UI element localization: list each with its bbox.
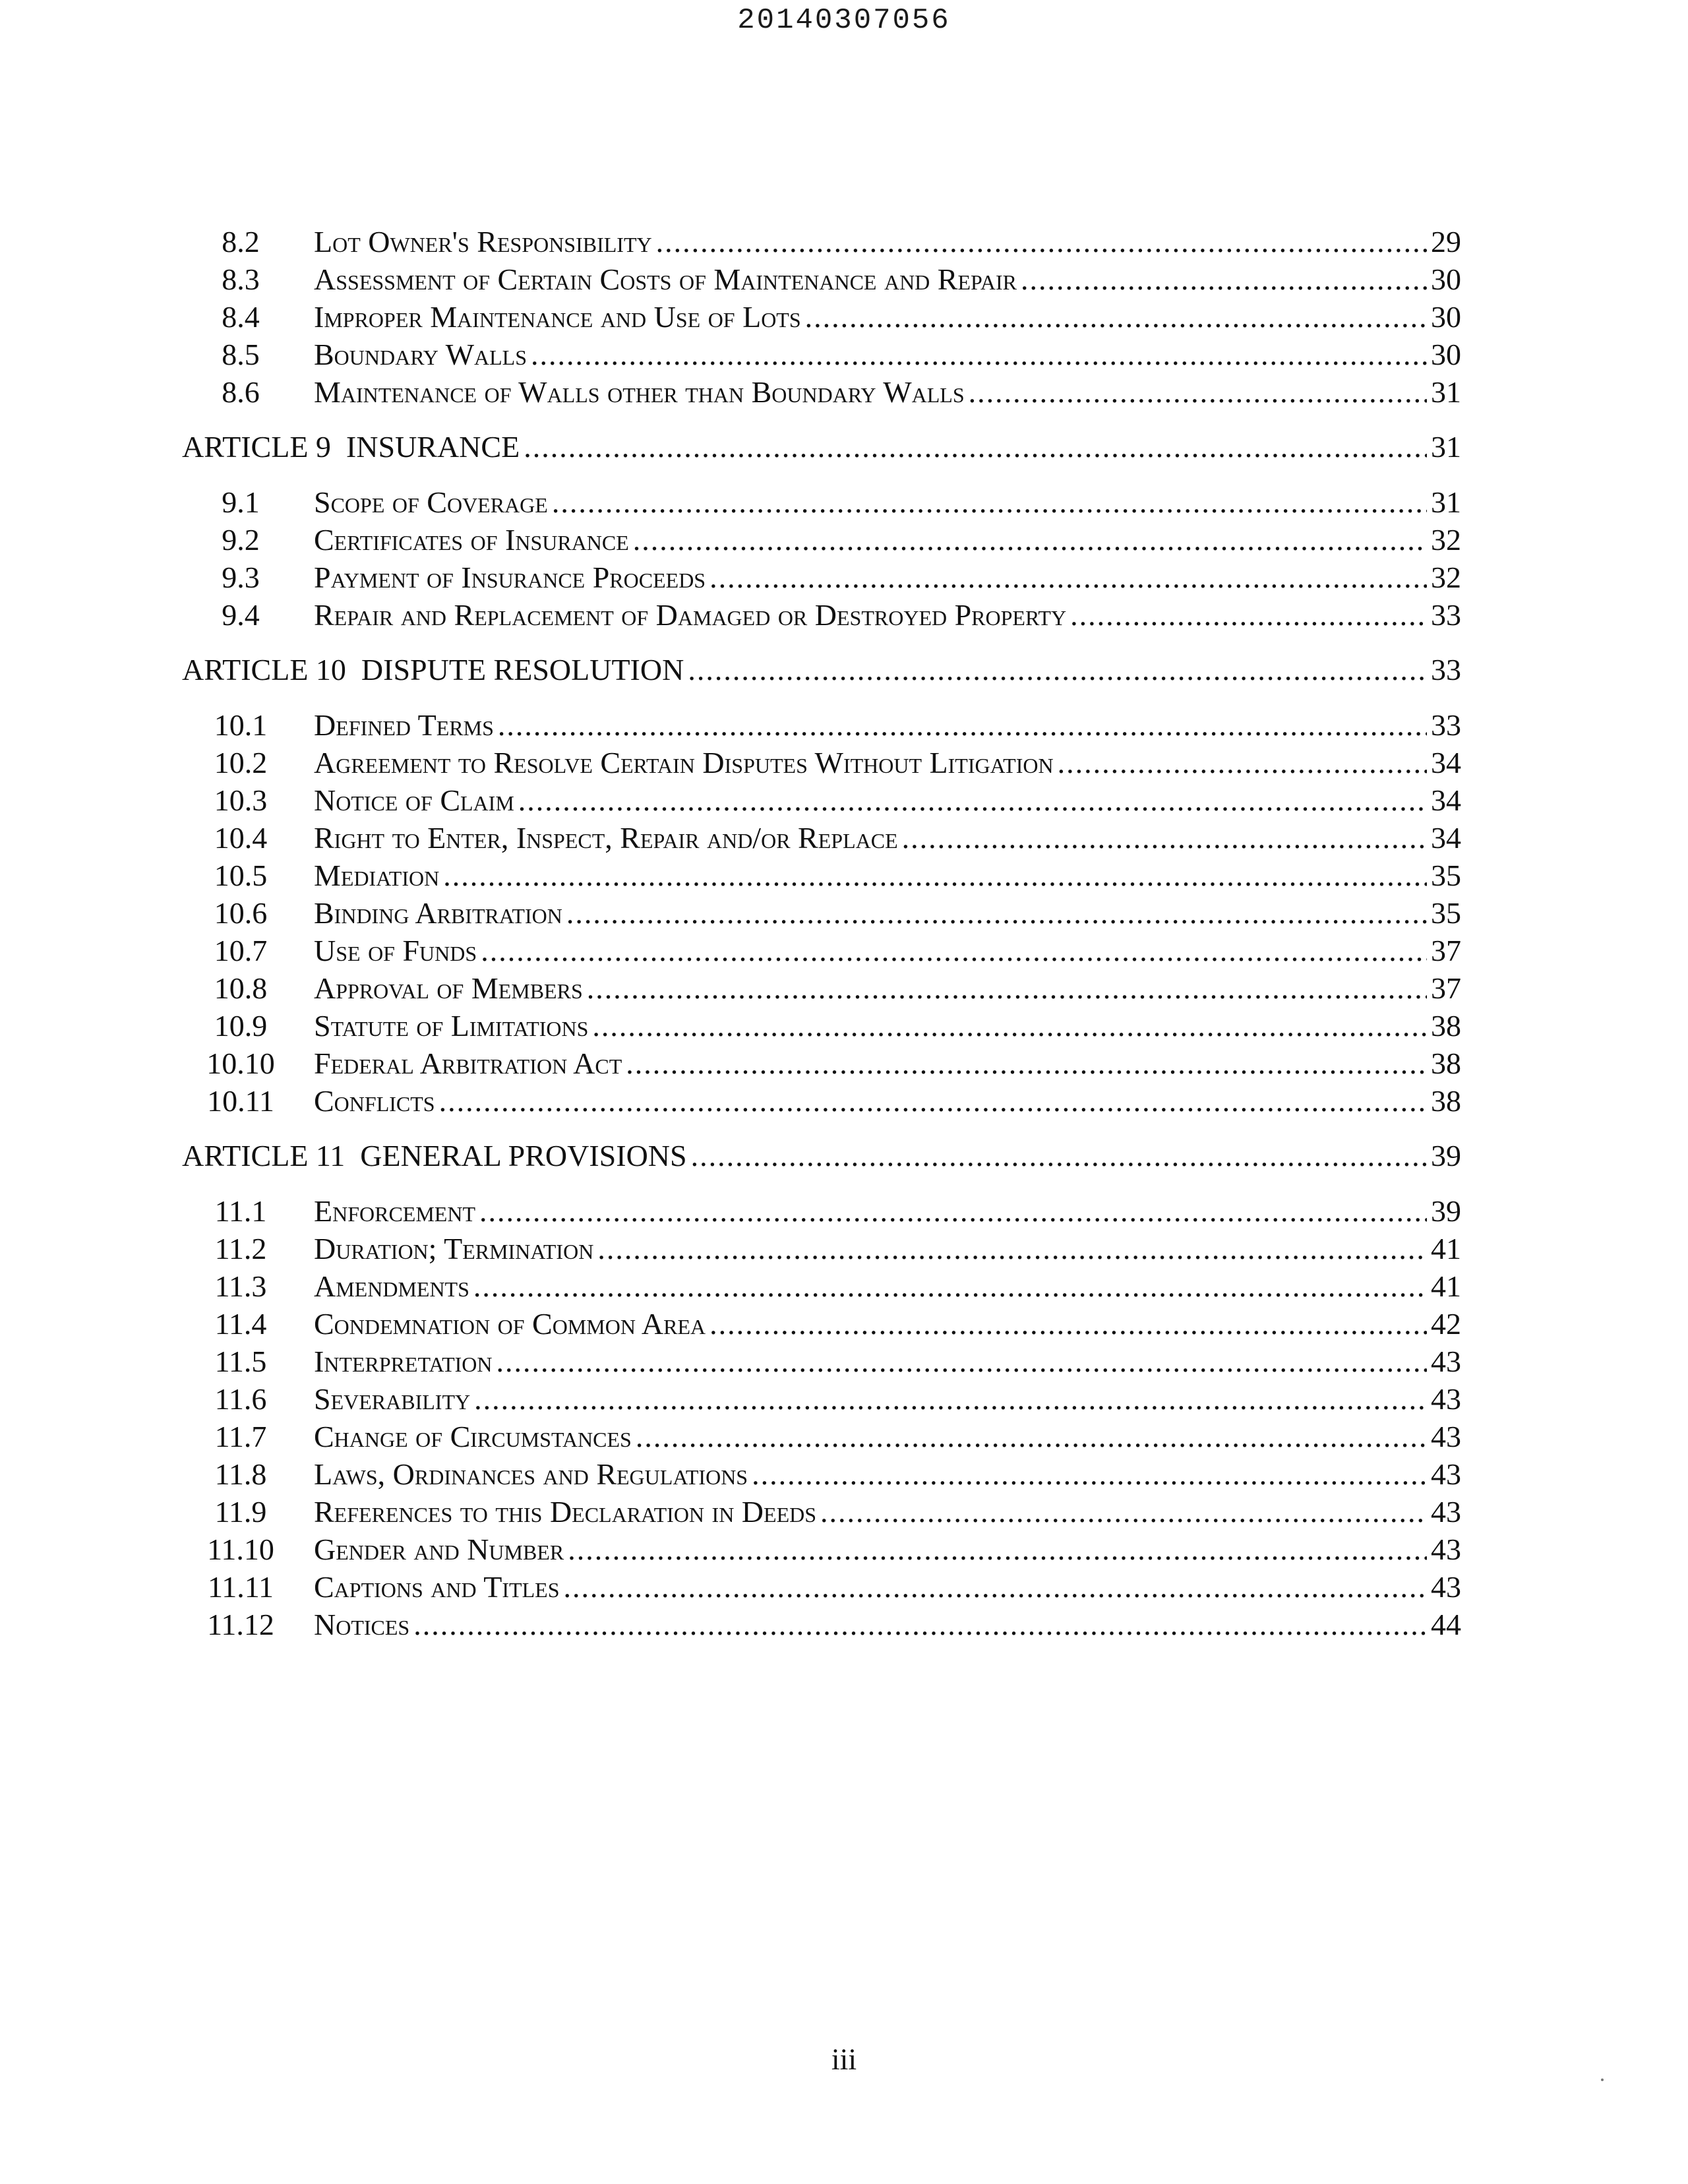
page-number: iii (831, 2042, 857, 2076)
toc-entry-number: 10.1 (214, 708, 268, 742)
toc-entry (191, 262, 1461, 296)
toc-page-number: 33 (1431, 598, 1461, 632)
toc-entry-number: 10.4 (214, 821, 268, 855)
toc-entry-title: Use of Funds (314, 934, 477, 967)
toc-entry-number: 11.3 (214, 1269, 267, 1303)
toc-page-number: 30 (1431, 338, 1461, 371)
toc-entry-title: Right to Enter, Inspect, Repair and/or Replace (314, 821, 898, 855)
toc-page-number: 35 (1431, 896, 1461, 930)
toc-page-number: 30 (1431, 300, 1461, 334)
dot-leader (497, 1344, 1427, 1378)
dot-leader (473, 1269, 1427, 1303)
toc-entry-title: Certificates of Insurance (314, 523, 629, 557)
toc-page-number: 32 (1431, 523, 1461, 557)
dot-leader (1070, 597, 1427, 632)
toc-entry-title: Enforcement (314, 1194, 476, 1228)
toc-entry (191, 560, 1461, 594)
toc-page-number: 41 (1431, 1269, 1461, 1303)
toc-entry-number: 10.11 (207, 1084, 274, 1118)
toc-entry-title: Interpretation (314, 1345, 493, 1378)
toc-page-number: 31 (1431, 485, 1461, 519)
dot-leader (709, 1306, 1427, 1341)
toc-entry-title: Federal Arbitration Act (314, 1046, 622, 1080)
toc-article-label: ARTICLE 11 GENERAL PROVISIONS (182, 1139, 687, 1172)
toc-article-heading (182, 429, 1461, 464)
toc-page-number: 44 (1431, 1608, 1461, 1641)
toc-entry-number: 10.3 (214, 783, 268, 817)
dot-leader (531, 337, 1427, 371)
toc-entry (191, 224, 1461, 258)
dot-leader (709, 560, 1427, 594)
toc-entry-title: Conflicts (314, 1084, 435, 1118)
dot-leader (413, 1607, 1427, 1641)
toc-page-number: 31 (1431, 430, 1461, 464)
toc-entry (191, 971, 1461, 1005)
toc-entry-number: 10.6 (214, 896, 268, 930)
toc-article-heading (182, 1138, 1461, 1172)
toc-entry-title: Laws, Ordinances and Regulations (314, 1457, 748, 1491)
toc-entry-number: 11.12 (207, 1608, 274, 1641)
toc-entry-number: 11.8 (214, 1457, 267, 1491)
toc-entry (191, 375, 1461, 409)
toc-entry-number: 8.5 (222, 338, 260, 371)
toc-entry-number: 9.2 (222, 523, 260, 557)
document-number: 20140307056 (737, 4, 951, 37)
toc-page-number: 43 (1431, 1382, 1461, 1416)
dot-leader (479, 1194, 1427, 1228)
dot-leader (597, 1231, 1427, 1265)
toc-page-number: 38 (1431, 1009, 1461, 1043)
toc-page-number: 30 (1431, 262, 1461, 296)
toc-entry-number: 11.10 (207, 1532, 274, 1566)
toc-entry (191, 1457, 1461, 1491)
toc-page-number: 41 (1431, 1232, 1461, 1265)
toc-page-number: 33 (1431, 653, 1461, 686)
toc-article-label: ARTICLE 10 DISPUTE RESOLUTION (182, 653, 684, 686)
toc-entry-title: Notice of Claim (314, 783, 514, 817)
toc-entry (191, 1419, 1461, 1453)
toc-entry (191, 1381, 1461, 1416)
toc-entry-title: Assessment of Certain Costs of Maintenance and Repair (314, 262, 1017, 296)
toc-entry-number: 8.2 (222, 225, 260, 258)
toc-page-number: 37 (1431, 971, 1461, 1005)
toc-entry-title: Payment of Insurance Proceeds (314, 561, 706, 594)
toc-page-number: 34 (1431, 821, 1461, 855)
toc-entry-number: 11.11 (207, 1570, 274, 1604)
toc-article-label: ARTICLE 9 INSURANCE (182, 430, 520, 464)
toc-entry (191, 820, 1461, 855)
toc-entry-number: 11.9 (214, 1495, 267, 1529)
dot-leader (633, 522, 1427, 557)
toc-entry-title: Agreement to Resolve Certain Disputes Without Litigation (314, 746, 1054, 779)
toc-entry-title: References to this Declaration in Deeds (314, 1495, 817, 1529)
toc-entry-number: 11.6 (214, 1382, 267, 1416)
toc-entry-number: 11.7 (214, 1420, 267, 1453)
toc-page-number: 38 (1431, 1046, 1461, 1080)
dot-leader (752, 1457, 1427, 1491)
toc-entry-number: 11.2 (214, 1232, 267, 1265)
toc-entry-title: Severability (314, 1382, 471, 1416)
toc-entry (191, 1532, 1461, 1566)
toc-page-number: 32 (1431, 561, 1461, 594)
toc-entry-number: 10.8 (214, 971, 268, 1005)
toc-entry-title: Defined Terms (314, 708, 494, 742)
toc-entry-number: 10.9 (214, 1009, 268, 1043)
dot-leader (592, 1008, 1427, 1043)
toc-page-number: 37 (1431, 934, 1461, 967)
toc-entry (191, 708, 1461, 742)
toc-entry (191, 1083, 1461, 1118)
dot-leader (587, 971, 1427, 1005)
toc-entry-title: Change of Circumstances (314, 1420, 632, 1453)
toc-entry (191, 745, 1461, 779)
toc-entry-number: 9.1 (222, 485, 260, 519)
toc-page-number: 29 (1431, 225, 1461, 258)
toc-entry (191, 1008, 1461, 1043)
dot-leader (518, 783, 1427, 817)
toc-page-number: 33 (1431, 708, 1461, 742)
dot-leader (439, 1083, 1427, 1118)
toc-entry-title: Improper Maintenance and Use of Lots (314, 300, 801, 334)
toc-page-number: 43 (1431, 1570, 1461, 1604)
dot-leader (1021, 262, 1427, 296)
dot-leader (481, 933, 1427, 967)
dot-leader (820, 1494, 1427, 1529)
toc-entry-title: Approval of Members (314, 971, 583, 1005)
dot-leader (969, 375, 1427, 409)
dot-leader (566, 895, 1427, 930)
toc-entry-number: 10.10 (206, 1046, 275, 1080)
toc-entry (191, 1569, 1461, 1604)
dot-leader (568, 1532, 1427, 1566)
dot-leader (688, 652, 1427, 686)
dot-leader (805, 299, 1427, 334)
toc-entry-title: Condemnation of Common Area (314, 1307, 706, 1341)
toc-page-number: 39 (1431, 1139, 1461, 1172)
toc-entry (191, 522, 1461, 557)
toc-page-number: 43 (1431, 1420, 1461, 1453)
toc-entry (191, 485, 1461, 519)
dot-leader (564, 1569, 1428, 1604)
toc-entry (191, 895, 1461, 930)
toc-article-heading (182, 652, 1461, 686)
dot-leader (626, 1046, 1427, 1080)
toc-entry-title: Gender and Number (314, 1532, 564, 1566)
toc-entry-number: 11.1 (214, 1194, 267, 1228)
toc-page-number: 38 (1431, 1084, 1461, 1118)
toc-page-number: 34 (1431, 783, 1461, 817)
toc-entry-number: 10.2 (214, 746, 268, 779)
toc-entry-title: Mediation (314, 859, 440, 892)
toc-entry-number: 8.6 (222, 375, 260, 409)
dot-leader (443, 858, 1427, 892)
toc-entry-title: Lot Owner's Responsibility (314, 225, 652, 258)
dot-leader (498, 708, 1427, 742)
toc-entry (191, 1194, 1461, 1228)
toc-entry (191, 597, 1461, 632)
toc-entry (191, 783, 1461, 817)
toc-page-number: 34 (1431, 746, 1461, 779)
toc-entry-title: Statute of Limitations (314, 1009, 589, 1043)
toc-entry-title: Maintenance of Walls other than Boundary Walls (314, 375, 965, 409)
toc-page-number: 43 (1431, 1532, 1461, 1566)
dot-leader (902, 820, 1427, 855)
dot-leader (691, 1138, 1427, 1172)
toc-entry (191, 1046, 1461, 1080)
toc-entry (191, 1269, 1461, 1303)
toc-entry (191, 1306, 1461, 1341)
dot-leader (1058, 745, 1427, 779)
toc-entry-number: 9.3 (222, 561, 260, 594)
toc-entry-number: 9.4 (222, 598, 260, 632)
toc-page-number: 43 (1431, 1345, 1461, 1378)
toc-page-number: 31 (1431, 375, 1461, 409)
toc-entry-title: Notices (314, 1608, 410, 1641)
toc-page-number: 42 (1431, 1307, 1461, 1341)
toc-entry-number: 8.3 (222, 262, 260, 296)
toc-entry-number: 10.5 (214, 859, 268, 892)
toc-entry (191, 1607, 1461, 1641)
scan-speck (1601, 2078, 1604, 2081)
toc-entry-number: 11.5 (214, 1345, 267, 1378)
toc-entry-number: 11.4 (214, 1307, 267, 1341)
toc-page-number: 39 (1431, 1194, 1461, 1228)
toc-entry (191, 1344, 1461, 1378)
toc-entry-title: Duration; Termination (314, 1232, 594, 1265)
toc-page-number: 35 (1431, 859, 1461, 892)
toc-entry-title: Repair and Replacement of Damaged or Destroyed Property (314, 598, 1067, 632)
toc-entry-title: Scope of Coverage (314, 485, 548, 519)
toc-entry (191, 299, 1461, 334)
toc-entry (191, 1494, 1461, 1529)
toc-entry-title: Binding Arbitration (314, 896, 562, 930)
toc-page-number: 43 (1431, 1495, 1461, 1529)
dot-leader (552, 485, 1427, 519)
toc-entry (191, 933, 1461, 967)
toc-entry-number: 10.7 (214, 934, 268, 967)
toc-entry-title: Amendments (314, 1269, 469, 1303)
toc-entry-title: Captions and Titles (314, 1570, 560, 1604)
toc-entry (191, 1231, 1461, 1265)
toc-entry-title: Boundary Walls (314, 338, 528, 371)
toc-entry (191, 858, 1461, 892)
toc-entry-number: 8.4 (222, 300, 260, 334)
dot-leader (524, 429, 1427, 464)
dot-leader (636, 1419, 1427, 1453)
dot-leader (656, 224, 1427, 258)
toc-entry (191, 337, 1461, 371)
toc-page-number: 43 (1431, 1457, 1461, 1491)
dot-leader (474, 1381, 1427, 1416)
